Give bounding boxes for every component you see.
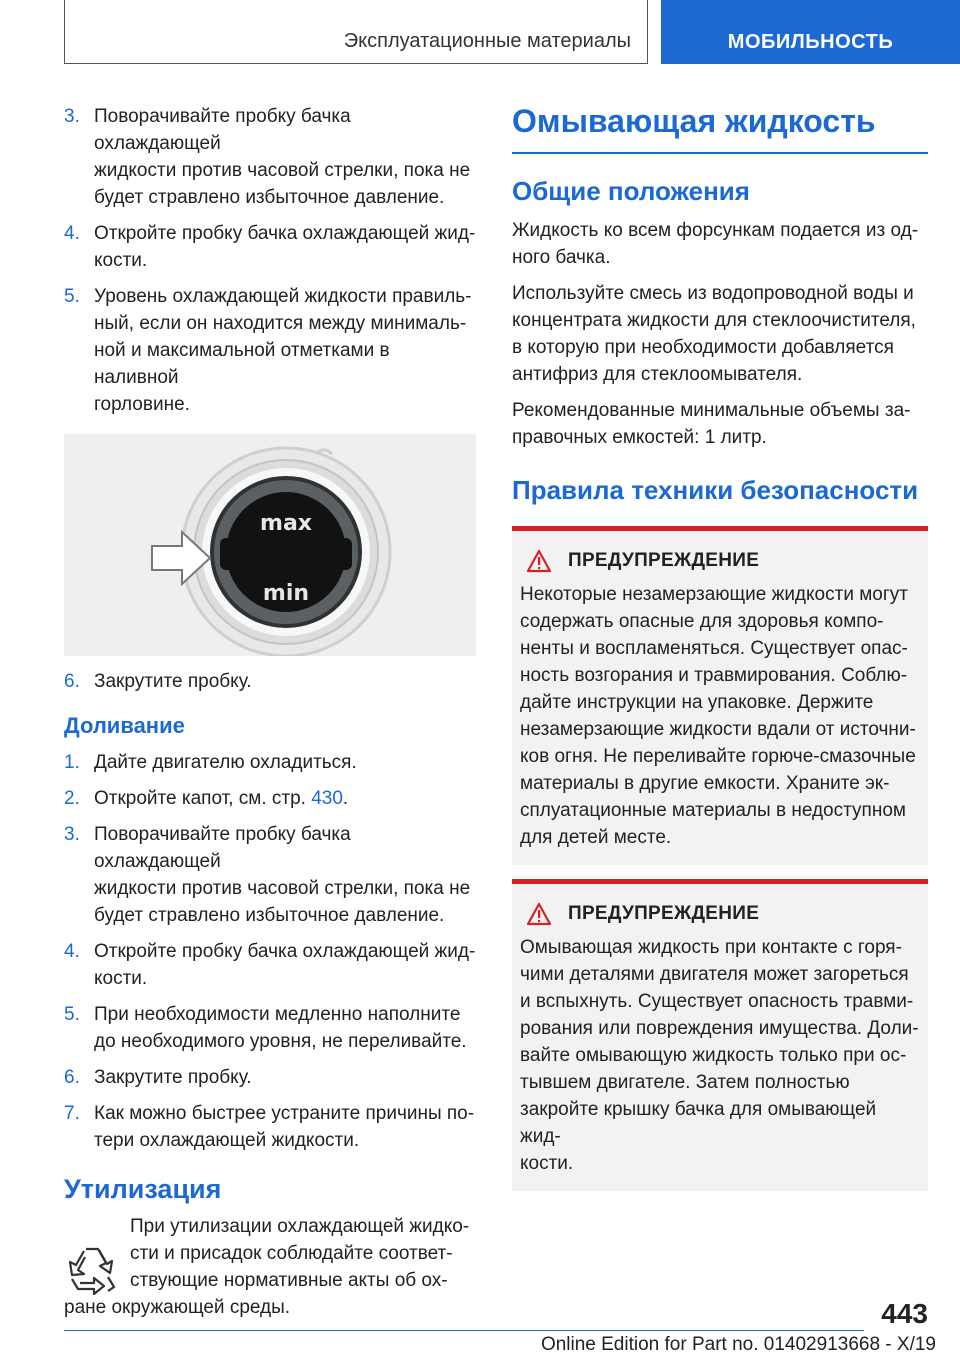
list-item	[64, 668, 478, 695]
list-item	[64, 749, 478, 776]
list-item	[64, 1100, 478, 1154]
coolant-cap-figure	[64, 434, 476, 656]
paragraph: Рекомендованные минимальные объемы за- правочных емкостей: 1 литр.	[512, 400, 911, 448]
list-item	[64, 103, 478, 211]
list-item	[64, 785, 478, 812]
warning-header	[520, 549, 922, 573]
footer-edition: Online Edition for Part no. 01402913668 - X/19	[540, 1334, 936, 1355]
step-text: Откройте капот, см. стр. 430.	[94, 788, 349, 809]
step-number: 5.	[64, 286, 80, 307]
tab-mobility-label: МОБИЛЬНОСТЬ	[727, 31, 894, 53]
list-item	[64, 1064, 478, 1091]
step-text: Закрутите пробку.	[94, 1067, 252, 1088]
step-text: Откройте пробку бачка охлаждающей жид- кости.	[94, 941, 476, 989]
left-column	[64, 103, 478, 1321]
general-title: Общие положения	[512, 176, 750, 206]
right-column	[512, 103, 928, 1191]
step-number: 6.	[64, 671, 80, 692]
safety-title: Правила техники безопасности	[512, 475, 919, 505]
step-text: Поворачивайте пробку бачка охлаждающей жидкости против часовой стрелки, пока не будет стравлено избыточное давление.	[94, 824, 471, 926]
topping-steps	[64, 749, 478, 1154]
disposal-text: ствующие нормативные акты об ох-	[130, 1270, 448, 1291]
step-number: 3.	[64, 106, 80, 127]
warning-box	[512, 879, 928, 1191]
section-title: Эксплуатационные материалы	[343, 30, 631, 52]
step-text: При необходимости медленно наполните до необходимого уровня, не переливайте.	[94, 1004, 467, 1052]
topping-title: Доливание	[64, 713, 185, 738]
warning-title: ПРЕДУПРЕЖДЕНИЕ	[568, 903, 760, 924]
tab-mobility[interactable]	[661, 0, 960, 64]
step-text: Дайте двигателю охладиться.	[94, 752, 357, 773]
list-item	[64, 938, 478, 992]
coolant-level-illustration	[64, 434, 476, 656]
list-item	[64, 821, 478, 929]
header-section-box	[64, 0, 648, 64]
step-number: 3.	[64, 824, 80, 845]
step-text: Поворачивайте пробку бачка охлаждающей жидкости против часовой стрелки, пока не будет стравлено избыточное давление.	[94, 106, 471, 208]
step-text: Закрутите пробку.	[94, 671, 252, 692]
step-number: 4.	[64, 941, 80, 962]
disposal-title: Утилизация	[64, 1174, 222, 1204]
warning-text: Омывающая жидкость при контакте с горя- чими деталями двигателя может загореться и вспыхнуть. Существует опасность травми- рования или повреждения имущества. Доли- вайте омывающую жидкость только при ос- тывшем двигателе. Затем полностью закройте крышку бачка для омывающей жид- кости.	[520, 937, 919, 1174]
list-item	[64, 283, 478, 418]
paragraph: Жидкость ко всем форсункам подается из од- ного бачка.	[512, 220, 919, 268]
step-number: 4.	[64, 223, 80, 244]
washer-fluid-title: Омывающая жидкость	[512, 103, 876, 139]
page-link-430[interactable]: 430	[311, 788, 343, 809]
disposal-text: ране окружающей среды.	[64, 1297, 291, 1318]
max-mark: max	[260, 511, 312, 536]
steps-top	[64, 103, 478, 418]
paragraph: Используйте смесь из водопроводной воды и концентрата жидкости для стеклоочистителя, в которую при необходимости добавляется антифриз для стеклоомывателя.	[512, 283, 916, 385]
warning-triangle-icon	[526, 549, 552, 573]
step-text: Уровень охлаждающей жидкости правиль- ный, если он находится между минималь- ной и максимальной отметками в наливной горловине.	[94, 286, 472, 415]
warning-header	[520, 902, 922, 926]
page-number: 443	[881, 1298, 928, 1329]
warning-title: ПРЕДУПРЕЖДЕНИЕ	[568, 550, 760, 571]
step-number: 5.	[64, 1004, 80, 1025]
disposal-text: сти и присадок соблюдайте соответ-	[130, 1243, 453, 1264]
warning-triangle-icon	[526, 902, 552, 926]
step-text: Откройте пробку бачка охлаждающей жид- кости.	[94, 223, 476, 271]
step-text: Как можно быстрее устраните причины по- тери охлаждающей жидкости.	[94, 1103, 475, 1151]
step-number: 7.	[64, 1103, 80, 1124]
recycle-icon	[64, 1243, 120, 1295]
list-item	[64, 220, 478, 274]
warning-text: Некоторые незамерзающие жидкости могут содержать опасные для здоровья компо- ненты и воспламеняться. Существует опас- ность возгорания и травмирования. Соблю- дайте инструкции на упаковке. Держите незамерзающие жидкости вдали от источни- ков огня. Не переливайте горюче-смазочные материалы в другие емкости. Храните эк- сплуатационные материалы в недоступном для детей месте.	[520, 584, 916, 848]
list-item	[64, 1001, 478, 1055]
step-number: 1.	[64, 752, 80, 773]
step-number: 2.	[64, 788, 80, 809]
title-divider	[512, 152, 928, 154]
step-number: 6.	[64, 1067, 80, 1088]
warning-box	[512, 526, 928, 865]
disposal-block	[64, 1213, 478, 1321]
footer-divider	[64, 1330, 864, 1331]
disposal-text: При утилизации охлаждающей жидко-	[130, 1216, 470, 1237]
min-mark: min	[262, 581, 310, 606]
